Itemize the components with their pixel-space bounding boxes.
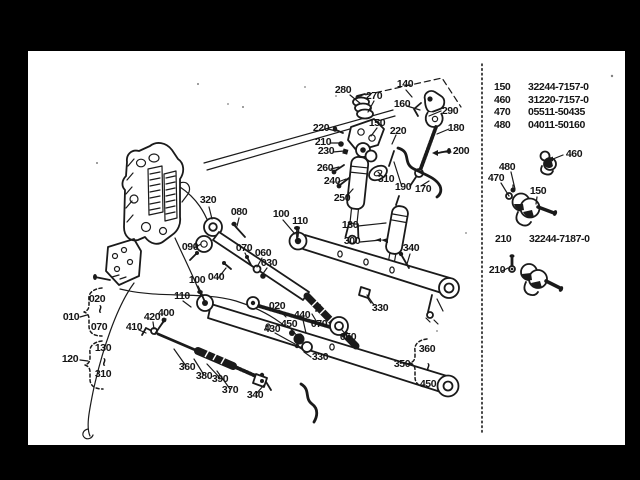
callout-310: 310: [377, 173, 395, 185]
callout-130: 130: [341, 219, 359, 231]
callout-230: 230: [317, 145, 335, 157]
callout-210: 210: [314, 136, 332, 148]
callout-290: 290: [441, 105, 459, 117]
part-ref: 150: [494, 81, 511, 93]
table-row: [494, 106, 589, 119]
group-last-450: 450: [419, 378, 437, 390]
range-tilde-2: ~: [95, 357, 112, 367]
callout-360: 360: [178, 361, 196, 373]
part-ref: 210: [495, 233, 512, 245]
group-label-010: 010: [62, 311, 80, 323]
group-first-360: 360: [418, 343, 436, 355]
group-label-350: 350: [393, 358, 411, 370]
callout-200: 200: [452, 145, 470, 157]
callout-220-right: 220: [389, 125, 407, 137]
callout-450: 450: [280, 318, 298, 330]
callout-020: 020: [268, 300, 286, 312]
group-last-310: 310: [94, 368, 112, 380]
callout-260: 260: [316, 162, 334, 174]
callout-390: 390: [211, 373, 229, 385]
callout-030: 030: [260, 257, 278, 269]
callout-320: 320: [199, 194, 217, 206]
side-callout-470: 470: [487, 172, 505, 184]
callout-300: 300: [343, 235, 361, 247]
callout-400: 400: [157, 307, 175, 319]
table-row: [494, 94, 589, 107]
callout-100-lower: 100: [188, 274, 206, 286]
part-number: 04011-50160: [528, 118, 585, 131]
parts-number-table-210: [495, 233, 590, 246]
range-tilde-1: ~: [91, 304, 108, 314]
part-number: 32244-7187-0: [529, 233, 590, 245]
table-row: [494, 81, 589, 94]
callout-150: 150: [368, 117, 386, 129]
parts-number-table: [494, 81, 589, 131]
side-callout-480: 480: [498, 161, 516, 173]
callout-410: 410: [125, 321, 143, 333]
callout-380: 380: [195, 370, 213, 382]
callout-240: 240: [323, 175, 341, 187]
callout-250: 250: [333, 192, 351, 204]
callout-330-upper: 330: [371, 302, 389, 314]
callout-070-lower: 070: [310, 318, 328, 330]
table-row: [494, 119, 589, 132]
transmission-housing-drawing: [83, 110, 395, 439]
callout-270: 270: [365, 90, 383, 102]
callout-370: 370: [221, 384, 239, 396]
callout-040: 040: [207, 271, 225, 283]
callout-100-upper: 100: [272, 208, 290, 220]
callout-110-lower: 110: [174, 290, 190, 302]
callout-080: 080: [230, 206, 248, 218]
callout-220-left: 220: [312, 122, 330, 134]
callout-340-lower: 340: [246, 389, 264, 401]
callout-060: 060: [254, 247, 272, 259]
side-callout-460: 460: [565, 148, 583, 160]
group-label-120: 120: [61, 353, 79, 365]
callout-430: 430: [263, 323, 281, 335]
part-ref: 470: [494, 106, 511, 119]
part-ref: 480: [494, 118, 511, 131]
side-callout-210: 210: [488, 264, 506, 276]
side-callout-150: 150: [529, 185, 547, 197]
callout-180: 180: [447, 122, 465, 134]
part-ref: 460: [494, 93, 511, 106]
callout-340-upper: 340: [402, 242, 420, 254]
group-first-020: 020: [88, 293, 106, 305]
table-row: [495, 233, 590, 246]
callout-190: 190: [394, 181, 412, 193]
callout-110-upper: 110: [292, 215, 308, 227]
callout-170: 170: [414, 183, 432, 195]
part-number: 31220-7157-0: [528, 93, 589, 106]
part-number: 32244-7157-0: [528, 81, 589, 93]
side-panel-clamp-illustration-bottom: [509, 254, 564, 295]
range-tilde-3: ~: [419, 362, 436, 372]
callout-140: 140: [396, 78, 414, 90]
part-number: 05511-50435: [528, 106, 585, 119]
callout-330-lower: 330: [311, 351, 329, 363]
callout-280: 280: [334, 84, 352, 96]
callout-070-upper: 070: [235, 242, 253, 254]
callout-050: 050: [339, 331, 357, 343]
group-first-130: 130: [94, 342, 112, 354]
callout-090: 090: [181, 241, 199, 253]
group-last-070: 070: [90, 321, 108, 333]
callout-440: 440: [293, 309, 311, 321]
callout-160: 160: [393, 98, 411, 110]
callout-420: 420: [143, 311, 161, 323]
